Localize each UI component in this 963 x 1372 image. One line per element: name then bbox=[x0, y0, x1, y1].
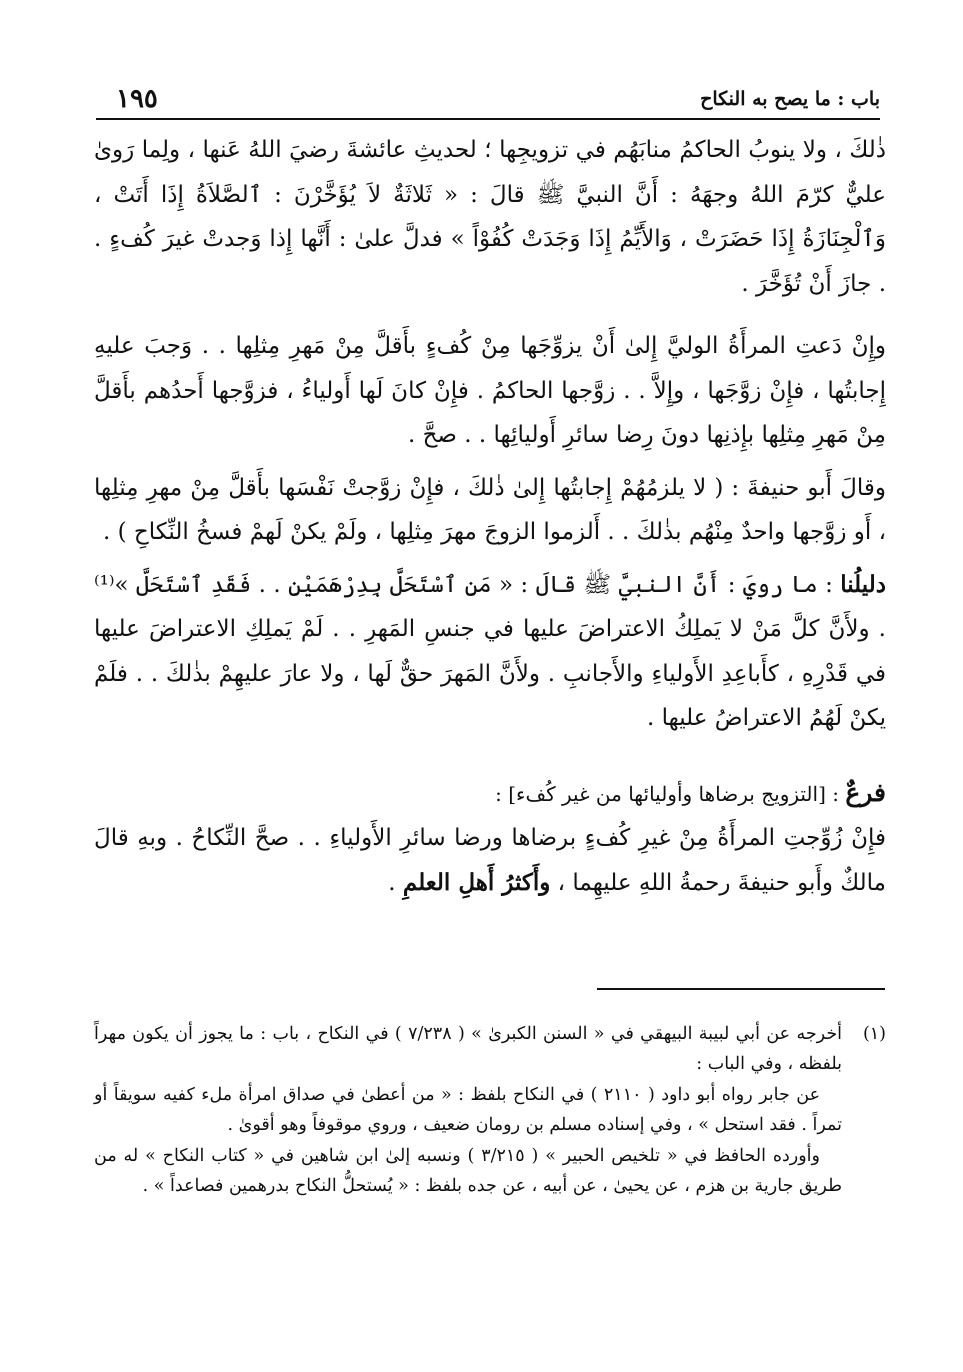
paragraph-5-end: . bbox=[388, 869, 403, 896]
branch-label: فرعٌ bbox=[845, 777, 886, 807]
footnotes bbox=[94, 1020, 886, 1201]
branch-heading bbox=[94, 771, 886, 817]
evidence-label: دليلُنا bbox=[840, 570, 886, 598]
paragraph-4 bbox=[94, 563, 886, 741]
paragraph-5-text: فإِنْ زُوِّجتِ المرأَةُ مِنْ غيرِ كُفءٍ برضاها ورضا سائرِ الأَولياءِ . . صحَّ النِّكاحُ . وبهِ قالَ مالكٌ وأَبو حنيفةَ رحمةُ اللهِ عليهِما ، bbox=[94, 825, 886, 896]
paragraph-3: وقالَ أَبو حنيفةَ : ( لا يلزمُهُمْ إِجابتُها إِلىٰ ذٰلكَ ، فإِنْ زوَّجتْ نَفْسَها بأَقلَّ مِنْ مهرِ مِثلِها ، أَو زوَّجها واحدٌ مِنْهُم بذٰلكَ . . أَلزموا الزوجَ مهرَ مِثلِها ، ولَمْ يكنْ لَهمْ فسخُ النِّكاحِ ) . bbox=[94, 474, 886, 545]
paragraph-5 bbox=[94, 816, 886, 905]
running-title: باب : ما يصح به النكاح bbox=[700, 88, 880, 110]
page-number: ١٩٥ bbox=[116, 84, 158, 114]
paragraph-5-bold: وأَكثرُ أَهلِ العلمِ bbox=[402, 868, 551, 896]
footnote-marker: (١) bbox=[862, 1024, 886, 1044]
footnote-text-1: أخرجه عن أبي لبيبة البيهقي في « السنن الكبرىٰ » ( ٧/٢٣٨ ) في النكاح ، باب : ما يجوز أن يكون مهراً بلفظه ، وفي الباب : bbox=[94, 1024, 843, 1074]
main-text bbox=[94, 128, 886, 905]
branch-title: : [التزويج برضاها وأوليائها من غير كُفء] : bbox=[495, 781, 846, 806]
paragraph-2: وإِنْ دَعتِ المرأَةُ الوليَّ إِلىٰ أَنْ يزوِّجَها مِنْ كُفءٍ بأَقلَّ مِنْ مَهرِ مِثلِها . . وَجبَ عليهِ إِجابتُها ، فإِنْ زوَّجَها ، وإِلاَّ . . زوَّجها الحاكمُ . فإِنْ كانَ لَها أَولياءُ ، فزوَّجها أَحدُهم بأَقلَّ مِنْ مَهرِ مِثلِها بإِذنِها دونَ رِضا سائرِ أَوليائِها . . صحَّ . bbox=[94, 333, 886, 448]
paragraph-1: ذٰلكَ ، ولا ينوبُ الحاكمُ منابَهُم في تزويجِها ؛ لحديثِ عائشةَ رضيَ اللهُ عَنها ، ولِما رَوىٰ عليٌّ كرّمَ اللهُ وجهَهُ : أَنَّ النبيَّ ﷺ قالَ : « ثَلاثَةٌ لاَ يُؤَخَّرْنَ : ٱلصَّلاَةُ إِذَا أَتَتْ ، وَٱلْجِنَازَةُ إِذَا حَضَرَتْ ، وَالأَيِّمُ إِذَا وَجَدَتْ كُفُوْاً » فدلَّ علىٰ : أَنَّها إِذا وَجدتْ غيرَ كُفءٍ . . جازَ أَنْ تُؤَخَّرَ . bbox=[94, 137, 886, 297]
footnote-1 bbox=[94, 1020, 886, 1201]
footnote-text-2: عن جابر رواه أبو داود ( ٢١١٠ ) في النكاح بلفظ : « من أعطىٰ في صداق امرأة ملء كفيه سويقاً أو تمراً . فقد استحل » ، وفي إسناده مسلم بن رومان ضعيف ، وروي موقوفاً وهو أقوىٰ . bbox=[94, 1085, 842, 1135]
footnote-body bbox=[94, 1020, 842, 1201]
footnote-divider bbox=[597, 988, 885, 990]
paragraph-4-text: : ما رويَ : أَنَّ النبيَّ ﷺ قالَ : « مَنِ ٱسْتَحَلَّ بِدِرْهَمَيْنِ . . فَقَدِ ٱسْتَحَلَّ »⁽¹⁾ . ولأَنَّ كلَّ مَنْ لا يَملِكُ الاعتراضَ عليها في جنسِ المَهرِ . . لَمْ يَملِكِ الاعتراضَ عليها في قَدْرِهِ ، كأَباعِدِ الأَولياءِ والأَجانبِ . ولأَنَّ المَهرَ حقٌّ لَها ، ولا عارَ عليهِمْ بذٰلكَ . . فلَمْ يكنْ لَهُمُ الاعتراضُ عليها . bbox=[94, 571, 886, 731]
footnote-text-3: وأورده الحافظ في « تلخيص الحبير » ( ٣/٢١٥ ) ونسبه إلىٰ ابن شاهين في « كتاب النكاح » له من طريق جارية بن هزم ، عن يحيىٰ ، عن أبيه ، عن جده بلفظ : « يُستحلُّ النكاح بدرهمين فصاعداً » . bbox=[94, 1146, 842, 1196]
page-header bbox=[96, 84, 880, 120]
